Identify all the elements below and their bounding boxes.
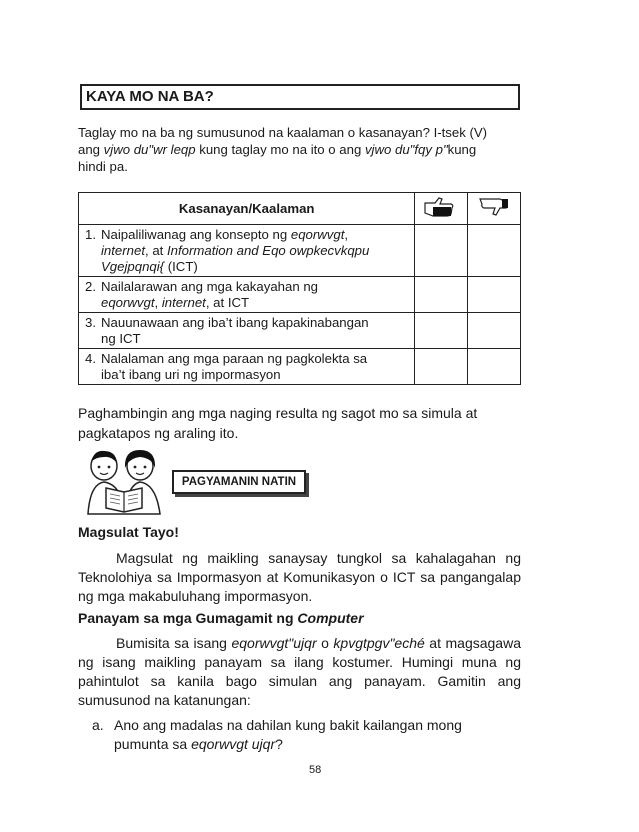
skill-text: , — [344, 227, 349, 242]
thumbs-up-icon — [421, 195, 461, 219]
skill-text-italic: internet — [101, 243, 145, 258]
thumbs-down-icon — [474, 195, 514, 219]
compare-line-1: Paghambingin ang mga naging resulta ng sagot mo sa simula at — [78, 405, 478, 421]
panayam-heading-text: Panayam sa mga Gumagamit ng — [78, 610, 298, 626]
skill-text: Naipaliliwanag ang konsepto ng — [101, 227, 291, 242]
pagyamanin-banner: PAGYAMANIN NATIN — [172, 470, 306, 494]
panayam-heading-italic: Computer — [297, 610, 364, 626]
skill-cell — [79, 277, 415, 313]
question-text: Ano ang madalas na dahilan kung bakit kailangan mong — [114, 717, 462, 733]
skill-cell — [79, 313, 415, 349]
question-label: a. — [92, 717, 104, 733]
check-cell-no[interactable] — [468, 277, 521, 313]
check-cell-yes[interactable] — [415, 225, 468, 277]
table-row — [79, 225, 521, 277]
skill-text: , — [154, 295, 162, 310]
question-text: ? — [275, 736, 283, 752]
skill-text: , at — [145, 243, 167, 258]
skill-text: , at ICT — [205, 295, 250, 310]
intro-text: kung — [447, 142, 477, 157]
table-header-thumbs-down — [468, 193, 521, 225]
skill-cell — [79, 349, 415, 385]
intro-line-1: Taglay mo na ba ng sumusunod na kaalaman o kasanayan? I-tsek (V) — [78, 125, 488, 140]
intro-text: kung taglay mo na ito o ang — [195, 142, 365, 157]
panayam-text: o — [316, 635, 334, 651]
panayam-text: Bumisita sa isang — [116, 635, 232, 651]
skill-line: ng ICT — [101, 331, 141, 346]
check-cell-yes[interactable] — [415, 349, 468, 385]
row-number: 1. — [85, 227, 96, 242]
skill-text: Nailalarawan ang mga kakayahan ng — [101, 279, 319, 294]
intro-line-3: hindi pa. — [78, 159, 128, 174]
skill-line — [85, 259, 410, 275]
check-cell-yes[interactable] — [415, 313, 468, 349]
question-a — [92, 716, 522, 754]
section-title: KAYA MO NA BA? — [86, 88, 214, 105]
question-text: pumunta sa — [114, 736, 192, 752]
check-cell-no[interactable] — [468, 349, 521, 385]
check-cell-no[interactable] — [468, 225, 521, 277]
intro-line-2 — [78, 141, 521, 158]
table-row — [79, 349, 521, 385]
row-number: 3. — [85, 315, 96, 330]
skill-line — [85, 295, 410, 311]
table-row — [79, 313, 521, 349]
page-number: 58 — [309, 764, 322, 776]
intro-paragraph — [78, 124, 521, 175]
skill-text: Nalalaman ang mga paraan ng pagkolekta sa — [101, 351, 368, 366]
skill-text-italic: Information and Eqo owpkecvkqpu — [167, 243, 370, 258]
reading-children-illustration — [80, 446, 168, 516]
skill-text: (ICT) — [164, 259, 198, 274]
panayam-text-italic: kpvgtpgv"eché — [333, 635, 425, 651]
skill-text-italic: eqorwvgt — [290, 227, 345, 242]
table-header-thumbs-up — [415, 193, 468, 225]
panayam-text-italic: eqorwvgt"ujqr — [231, 635, 317, 651]
section-body-panayam — [78, 634, 521, 710]
question-a-line-2 — [92, 735, 522, 754]
row-number: 4. — [85, 351, 96, 366]
skills-checklist-table — [78, 192, 521, 385]
compare-paragraph — [78, 403, 521, 443]
compare-line-2: pagkatapos ng araling ito. — [78, 425, 239, 441]
check-cell-no[interactable] — [468, 313, 521, 349]
table-row — [79, 277, 521, 313]
table-header-skill: Kasanayan/Kaalaman — [79, 193, 415, 225]
skill-text-italic: internet — [161, 295, 206, 310]
skill-text-italic: Vgejpqnqi{ — [101, 259, 165, 274]
section-heading-magsulat: Magsulat Tayo! — [78, 524, 179, 540]
skill-text-italic: eqorwvgt — [101, 295, 155, 310]
skill-line — [85, 243, 410, 259]
section-heading-panayam — [78, 610, 364, 626]
section-title-box — [80, 84, 520, 110]
skill-cell — [79, 225, 415, 277]
question-text-italic: eqorwvgt ujqr — [191, 736, 276, 752]
intro-text: ang — [78, 142, 104, 157]
magsulat-text: Magsulat ng maikling sanaysay tungkol sa kahalagahan ng Teknolohiya sa Impormasyon at Komunikasyon o ICT sa pangangalap ng mga makabuluhang impormasyon. — [78, 550, 521, 604]
intro-garbled-text: vjwo du"wr leqp — [103, 142, 196, 157]
skill-line: iba’t ibang uri ng impormasyon — [101, 367, 281, 382]
row-number: 2. — [85, 279, 96, 294]
skill-text: Nauunawaan ang iba’t ibang kapakinabangan — [101, 315, 369, 330]
panayam-text: at magsagawa ng isang maikling panayam sa ilang kostumer. Humingi muna ng pahintulot sa kanila bago simulan ang panayam. Gamitin ang sumusunod na katanungan: — [78, 635, 521, 708]
question-a-line-1 — [92, 716, 522, 735]
section-body-magsulat — [78, 549, 521, 606]
intro-garbled-text: vjwo du"fqy p" — [364, 142, 448, 157]
table-header-row — [79, 193, 521, 225]
check-cell-yes[interactable] — [415, 277, 468, 313]
